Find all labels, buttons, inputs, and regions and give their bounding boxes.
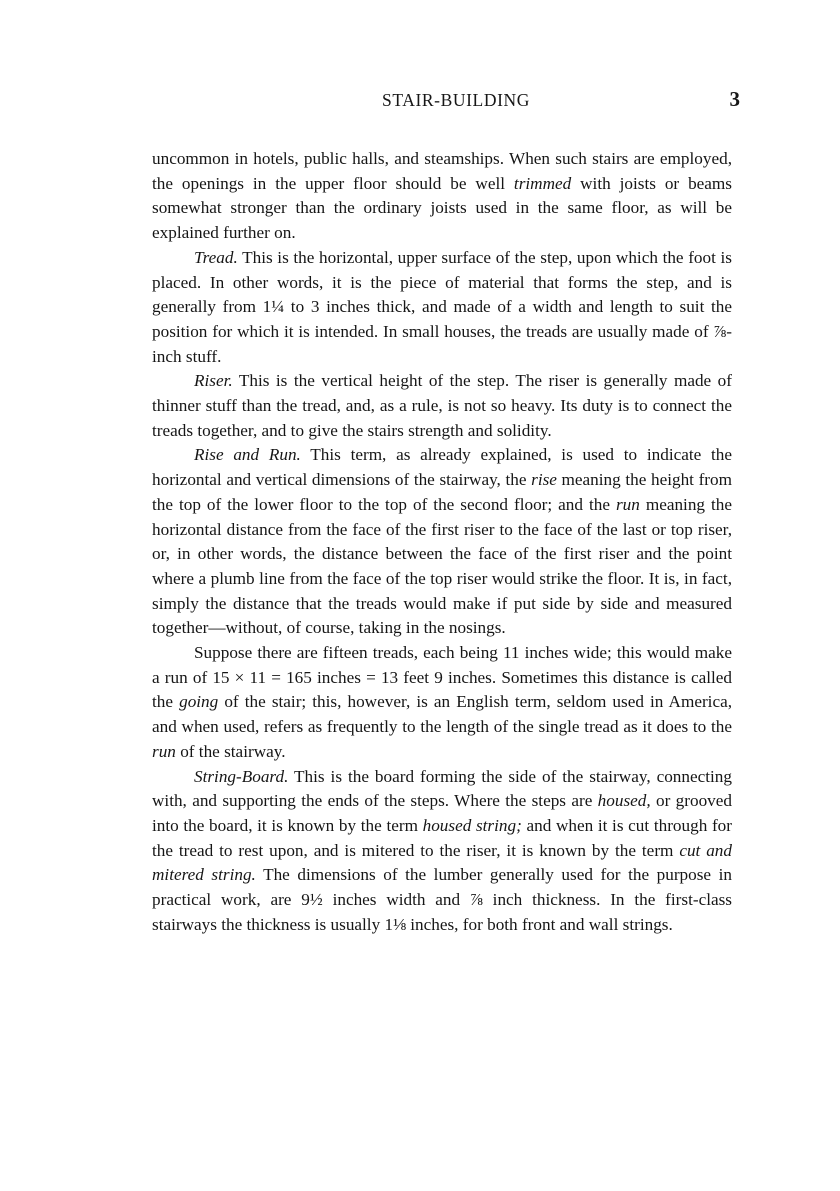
- paragraph-string-board: [152, 765, 732, 938]
- paragraph-rise-and-run: [152, 443, 732, 641]
- text-run: meaning the height from the top of the lower floor to the top of the second floor; and the: [152, 470, 732, 514]
- italic-term: rise: [531, 470, 557, 490]
- text-run: This is the vertical height of the step. The riser is generally made of thinner stuff than the tread, and, as a rule, is not so heavy. Its duty is to connect the treads together, and to give the stairs strength and solidity.: [152, 371, 732, 440]
- italic-term: housed string;: [422, 815, 522, 835]
- text-run: meaning the horizontal distance from the face of the first riser to the face of the last or top riser, or, in other words, the distance between the face of the first riser and the point where a plumb line from the face of the top riser would strike the floor. It is, in fact, simply the distance that the treads would make if put side by side and measured together—without, of course, taking in the nosings.: [152, 494, 732, 638]
- italic-term: going: [179, 692, 219, 712]
- italic-term: Tread.: [194, 247, 238, 267]
- italic-term: String-Board.: [194, 766, 289, 786]
- text-run: This is the horizontal, upper surface of the step, upon which the foot is placed. In other words, it is the piece of material that forms the step, and is generally from 1¼ to 3 inches thick, and made of a width and length to suit the position for which it is intended. In small houses, the treads are usually made of ⅞-inch stuff.: [152, 247, 732, 366]
- text-run: or grooved into the board, it is known by the term: [152, 791, 732, 835]
- italic-term: Rise and Run.: [194, 445, 301, 465]
- italic-term: cut and mitered string.: [152, 840, 732, 885]
- running-title: STAIR-BUILDING: [382, 90, 530, 110]
- text-run: with joists or beams somewhat stronger than the ordinary joists used in the same floor, as will be explained further on.: [152, 173, 732, 243]
- body-text: [152, 147, 732, 938]
- italic-term: housed,: [597, 791, 651, 811]
- paragraph-fifteen-treads: [152, 641, 732, 765]
- italic-term: trimmed: [513, 173, 572, 193]
- italic-term: run: [152, 741, 176, 761]
- paragraph-continuation: [152, 147, 732, 246]
- italic-term: run: [615, 494, 640, 514]
- text-run: This is the board forming the side of the stairway, connecting with, and supporting the ends of the steps. Where the steps are: [152, 766, 732, 811]
- paragraph-tread: [152, 246, 732, 370]
- page-header: [152, 87, 740, 120]
- italic-term: Riser.: [194, 371, 233, 391]
- page-number: 3: [729, 87, 740, 111]
- text-run: The dimensions of the lumber generally used for the purpose in practical work, are 9½ inches width and ⅞ inch thickness. In the first-class stairways the thickness is usually 1⅛ inches, for both front and wall strings.: [152, 865, 732, 934]
- text-run: of the stair; this, however, is an English term, seldom used in America, and when used, refers as frequently to the length of the single tread as it does to the: [152, 692, 732, 737]
- paragraph-riser: [152, 369, 732, 443]
- text-run: This term, as already explained, is used to indicate the horizontal and vertical dimensions of the stairway, the: [152, 445, 732, 490]
- text-run: and when it is cut through for the tread to rest upon, and is mitered to the riser, it is known by the term: [152, 815, 733, 860]
- text-run: Suppose there are fifteen treads, each being 11 inches wide; this would make a run of 15 × 11 = 165 inches = 13 feet 9 inches. Sometimes this distance is called the: [152, 643, 732, 712]
- text-run: of the stairway.: [175, 741, 286, 761]
- text-run: uncommon in hotels, public halls, and steamships. When such stairs are employed, the openings in the upper floor should be well: [152, 149, 732, 193]
